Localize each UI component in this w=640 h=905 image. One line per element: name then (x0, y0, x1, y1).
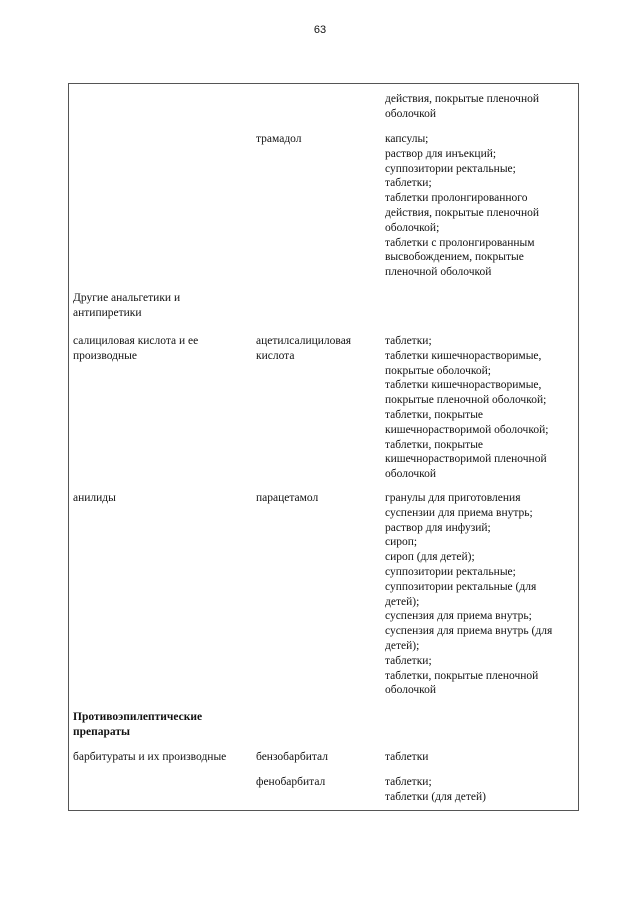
section-heading-cell: Противоэпилептические препараты (73, 711, 203, 738)
page-number: 63 (313, 24, 327, 36)
drug-name-cell: ацетилсалициловая кислота (256, 335, 352, 362)
dosage-form-cell: капсулы; раствор для инъекций; суппозитории ректальные; таблетки; таблетки пролонгированного действия, покрытые пленочной оболочкой; таблетки с пролонгированным высвобождением, покрытые пленочной оболочкой (385, 133, 540, 279)
dosage-form-cell: таблетки; таблетки (для детей) (385, 776, 486, 803)
atc-group-cell: барбитураты и их производные (73, 751, 227, 763)
drug-name-cell: парацетамол (256, 492, 319, 504)
section-heading-cell: Другие анальгетики и антипиретики (73, 292, 181, 319)
dosage-form-cell: действия, покрытые пленочной оболочкой (385, 93, 540, 120)
dosage-form-cell: гранулы для приготовления суспензии для приема внутрь; раствор для инфузий; сироп; сироп (для детей); суппозитории ректальные; суппозитории ректальные (для детей); суспензия для приема внутрь; суспензия для приема внутрь (для детей); таблетки; таблетки, покрытые пленочной оболочкой (385, 492, 553, 697)
drug-name-cell: фенобарбитал (256, 776, 326, 788)
drug-name-cell: бензобарбитал (256, 751, 329, 763)
dosage-form-cell: таблетки (385, 751, 429, 763)
drug-name-cell: трамадол (256, 133, 302, 145)
dosage-form-cell: таблетки; таблетки кишечнорастворимые, покрытые оболочкой; таблетки кишечнорастворимые, покрытые пленочной оболочкой; таблетки, покрытые кишечнорастворимой оболочкой; таблетки, покрытые кишечнорастворимой пленочной оболочкой (385, 335, 549, 481)
atc-group-cell: анилиды (73, 492, 116, 504)
drug-table (68, 83, 579, 811)
atc-group-cell: салициловая кислота и ее производные (73, 335, 199, 362)
